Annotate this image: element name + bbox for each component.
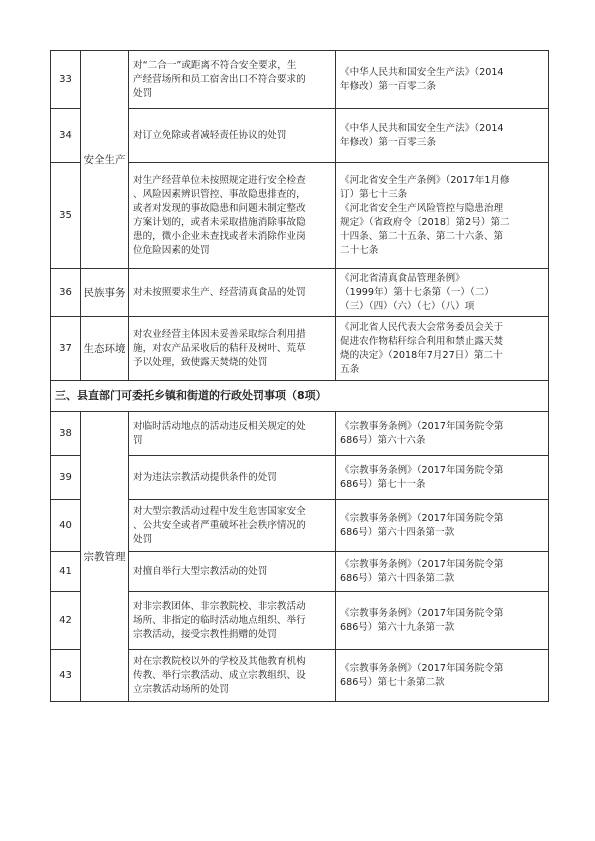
row-number: 43	[51, 650, 81, 702]
penalty-description: 对为违法宗教活动提供条件的处罚	[129, 456, 336, 500]
section-heading-row	[51, 381, 549, 412]
row-number: 39	[51, 456, 81, 500]
legal-basis: 《河北省清真食品管理条例》 （1999年）第十七条第（一）（二） （三）（四）（六）（七）（八）项	[336, 269, 549, 317]
legal-basis: 《中华人民共和国安全生产法》（2014 年修改）第一百零二条	[336, 51, 549, 109]
row-number: 40	[51, 500, 81, 552]
document-page	[50, 50, 548, 702]
row-number: 35	[51, 163, 81, 269]
category-cell: 生态环境	[81, 317, 129, 381]
penalty-description: 对农业经营主体因未妥善采取综合利用措 施，对农产品采收后的秸秆及树叶、荒草 予以处理，致使露天焚烧的处罚	[129, 317, 336, 381]
row-number: 34	[51, 109, 81, 163]
legal-basis: 《宗教事务条例》（2017年国务院令第 686号）第六十四条第一款	[336, 500, 549, 552]
table-part1	[51, 51, 549, 702]
penalty-description: 对非宗教团体、非宗教院校、非宗教活动 场所、非指定的临时活动地点组织、举行 宗教活动，接受宗教性捐赠的处罚	[129, 592, 336, 650]
penalty-description: 对生产经营单位未按照规定进行安全检查 、风险因素辨识管控、事故隐患排查的， 或者对发现的事故隐患和问题未制定整改 方案计划的，或者未采取措施消除事故隐 患的，微小企业未查找或者未消除作业岗 位危险因素的处罚	[129, 163, 336, 269]
table-row	[51, 412, 549, 456]
legal-basis: 《宗教事务条例》（2017年国务院令第 686号）第六十六条	[336, 412, 549, 456]
category-cell: 宗教管理	[81, 412, 129, 702]
penalty-description: 对临时活动地点的活动违反相关规定的处 罚	[129, 412, 336, 456]
penalty-description: 对大型宗教活动过程中发生危害国家安全 、公共安全或者严重破坏社会秩序情况的 处罚	[129, 500, 336, 552]
row-number: 36	[51, 269, 81, 317]
penalty-description: 对“二合一”或距离不符合安全要求，生 产经营场所和员工宿舍出口不符合要求的 处罚	[129, 51, 336, 109]
row-number: 37	[51, 317, 81, 381]
penalty-table	[50, 50, 549, 702]
category-cell: 安全生产	[81, 51, 129, 269]
legal-basis: 《河北省人民代表大会常务委员会关于 促进农作物秸秆综合利用和禁止露天焚 烧的决定》（2018年7月27日）第二十 五条	[336, 317, 549, 381]
section-heading: 三、县直部门可委托乡镇和街道的行政处罚事项（8项）	[51, 381, 549, 412]
row-number: 42	[51, 592, 81, 650]
legal-basis: 《宗教事务条例》（2017年国务院令第 686号）第六十四条第二款	[336, 552, 549, 592]
legal-basis: 《宗教事务条例》（2017年国务院令第 686号）第七十一条	[336, 456, 549, 500]
legal-basis: 《宗教事务条例》（2017年国务院令第 686号）第六十九条第一款	[336, 592, 549, 650]
legal-basis: 《中华人民共和国安全生产法》（2014 年修改）第一百零三条	[336, 109, 549, 163]
row-number: 38	[51, 412, 81, 456]
legal-basis: 《宗教事务条例》（2017年国务院令第 686号）第七十条第二款	[336, 650, 549, 702]
penalty-description: 对擅自举行大型宗教活动的处罚	[129, 552, 336, 592]
penalty-description: 对未按照要求生产、经营清真食品的处罚	[129, 269, 336, 317]
row-number: 33	[51, 51, 81, 109]
penalty-description: 对订立免除或者减轻责任协议的处罚	[129, 109, 336, 163]
penalty-description: 对在宗教院校以外的学校及其他教育机构 传教、举行宗教活动、成立宗教组织、设 立宗教活动场所的处罚	[129, 650, 336, 702]
row-number: 41	[51, 552, 81, 592]
table-row	[51, 317, 549, 381]
table-row	[51, 51, 549, 109]
legal-basis: 《河北省安全生产条例》（2017年1月修 订）第七十三条 《河北省安全生产风险管控与隐患治理 规定》（省政府令〔2018〕第2号）第二 十四条、第二十五条、第二十六条、第 二十七条	[336, 163, 549, 269]
table-row	[51, 269, 549, 317]
category-cell: 民族事务	[81, 269, 129, 317]
